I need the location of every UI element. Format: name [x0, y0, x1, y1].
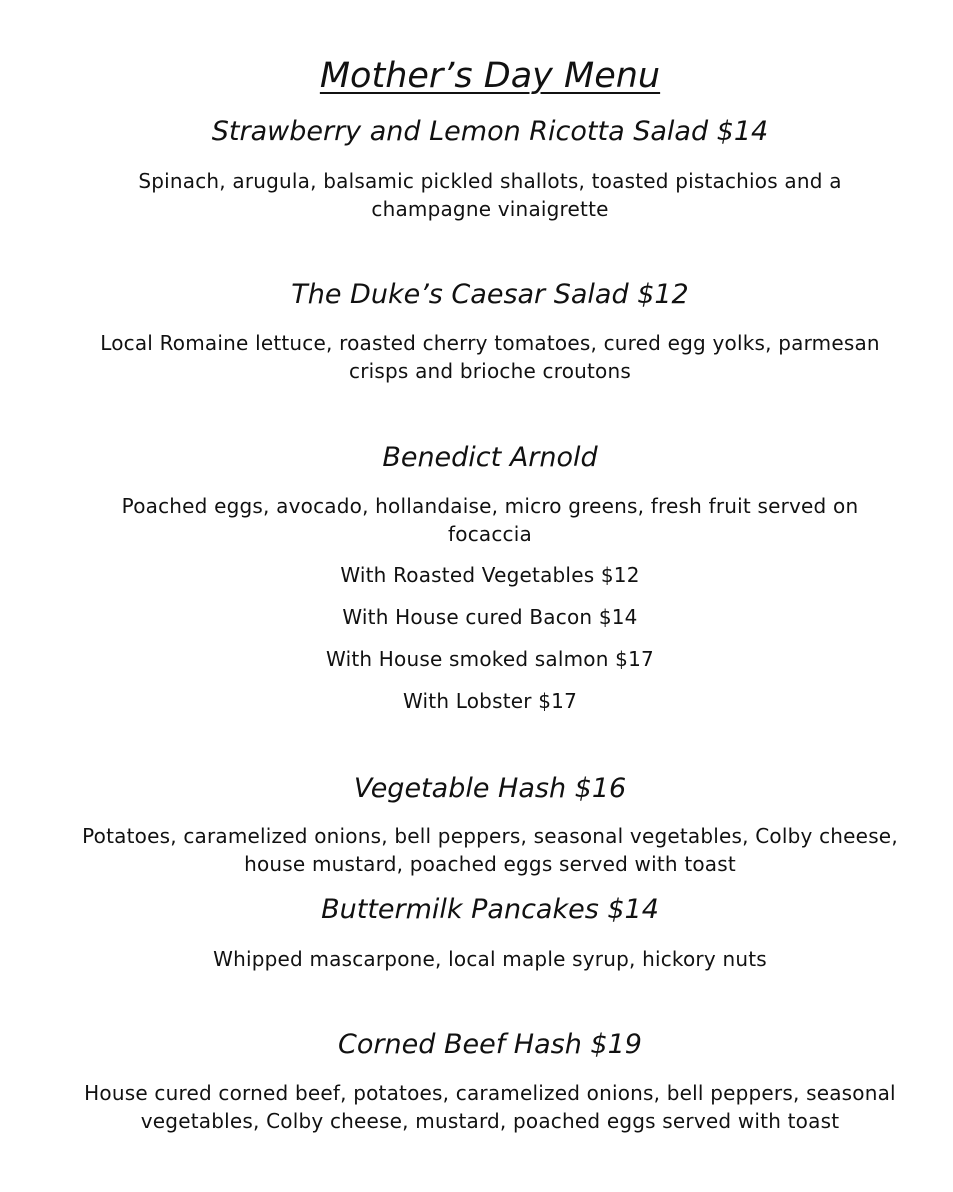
dish-description-line: Whipped mascarpone, local maple syrup, hickory nuts — [213, 947, 767, 971]
dish-description-line: Local Romaine lettuce, roasted cherry tomatoes, cured egg yolks, parmesan — [100, 331, 880, 355]
dish-description-line: house mustard, poached eggs served with toast — [244, 852, 736, 876]
dish-option: With House cured Bacon $14 — [342, 605, 638, 629]
dish-description-line: champagne vinaigrette — [371, 197, 609, 221]
dish-description-line: crisps and brioche croutons — [349, 359, 631, 383]
dish-name-strawberry-salad: Strawberry and Lemon Ricotta Salad $14 — [211, 116, 769, 147]
dish-option: With Lobster $17 — [402, 689, 577, 713]
dish-name-vegetable-hash: Vegetable Hash $16 — [353, 773, 627, 804]
dish-option: With House smoked salmon $17 — [326, 647, 654, 671]
dish-name-corned-beef-hash: Corned Beef Hash $19 — [338, 1029, 642, 1060]
dish-name-benedict-arnold: Benedict Arnold — [382, 442, 598, 473]
dish-description-line: focaccia — [448, 522, 532, 546]
dish-description-line: Potatoes, caramelized onions, bell peppers, seasonal vegetables, Colby cheese, — [82, 824, 898, 848]
dish-description-line: House cured corned beef, potatoes, caramelized onions, bell peppers, seasonal — [84, 1081, 896, 1105]
dish-option: With Roasted Vegetables $12 — [340, 563, 640, 587]
dish-description-line: vegetables, Colby cheese, mustard, poached eggs served with toast — [140, 1109, 840, 1133]
menu-title: Mother’s Day Menu — [319, 56, 661, 96]
dish-name-buttermilk-pancakes: Buttermilk Pancakes $14 — [321, 894, 659, 925]
dish-description-line: Spinach, arugula, balsamic pickled shallots, toasted pistachios and a — [138, 169, 842, 193]
dish-description-line: Poached eggs, avocado, hollandaise, micro greens, fresh fruit served on — [121, 494, 859, 518]
dish-name-caesar-salad: The Duke’s Caesar Salad $12 — [291, 279, 689, 310]
